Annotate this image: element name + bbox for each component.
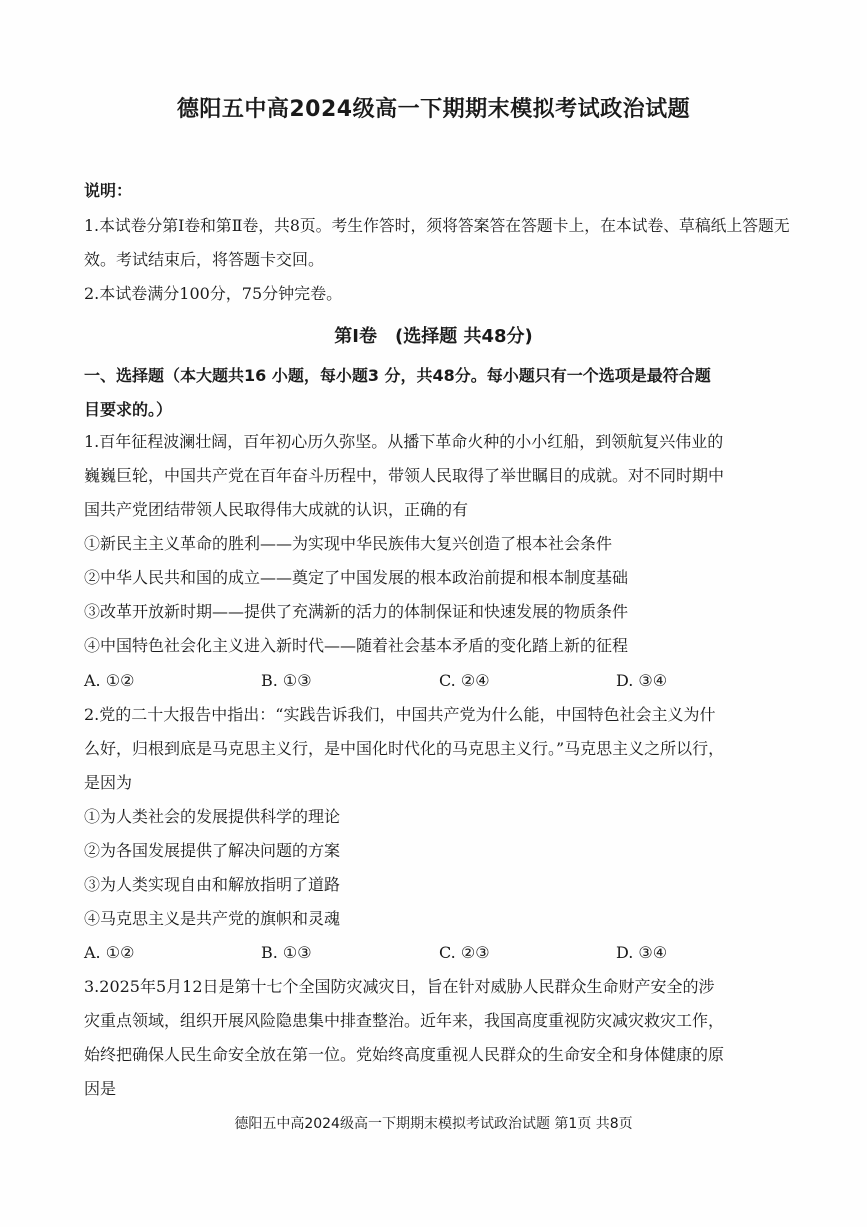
notes-line-3: 2.本试卷满分100分，75分钟完卷。: [84, 284, 343, 303]
notes-line-2: 效。考试结束后，将答题卡交回。: [84, 250, 325, 269]
q2-stem-line-2: 么好，归根到底是马克思主义行，是中国化时代化的马克思主义行。”马克思主义之所以行，: [84, 739, 725, 758]
q1-stem-line-1: 1.百年征程波澜壮阔，百年初心历久弥坚。从播下革命火种的小小红船，到领航复兴伟业的: [84, 432, 724, 451]
q2-stem-line-1: 2.党的二十大报告中指出：“实践告诉我们，中国共产党为什么能，中国特色社会主义为什: [84, 705, 716, 724]
part1-instruction-line-1: 一、选择题（本大题共16 小题，每小题3 分，共48分。每小题只有一个选项是最符合题: [84, 366, 711, 385]
notes-heading: 说明：: [84, 181, 133, 200]
q3-stem-line-3: 始终把确保人民生命安全放在第一位。党始终高度重视人民群众的生命安全和身体健康的原: [84, 1045, 725, 1064]
notes-line-1: 1.本试卷分第Ⅰ卷和第Ⅱ卷，共8页。考生作答时，须将答案答在答题卡上，在本试卷、草稿纸上答题无: [84, 216, 790, 235]
q2-option-c: C. ②③: [439, 943, 490, 962]
q1-stem-line-3: 国共产党团结带领人民取得伟大成就的认识，正确的有: [84, 500, 469, 519]
q2-stem-line-3: 是因为: [84, 773, 133, 792]
q2-item-4: ④马克思主义是共产党的旗帜和灵魂: [84, 909, 341, 928]
q1-stem-line-2: 巍巍巨轮，中国共产党在百年奋斗历程中，带领人民取得了举世瞩目的成就。对不同时期中: [84, 466, 725, 485]
q1-item-3: ③改革开放新时期——提供了充满新的活力的体制保证和快速发展的物质条件: [84, 602, 629, 621]
q1-option-d: D. ③④: [616, 671, 668, 690]
q1-item-2: ②中华人民共和国的成立——奠定了中国发展的根本政治前提和根本制度基础: [84, 568, 629, 587]
q2-option-d: D. ③④: [616, 943, 668, 962]
q1-option-a: A. ①②: [84, 671, 135, 690]
part1-instruction-line-2: 目要求的。）: [84, 400, 173, 419]
q1-option-c: C. ②④: [439, 671, 490, 690]
q3-stem-line-2: 灾重点领域，组织开展风险隐患集中排查整治。近年来，我国高度重视防灾减灾救灾工作，: [84, 1011, 725, 1030]
q3-stem-line-4: 因是: [84, 1079, 117, 1098]
q1-option-b: B. ①③: [261, 671, 312, 690]
q1-item-1: ①新民主主义革命的胜利——为实现中华民族伟大复兴创造了根本社会条件: [84, 534, 613, 553]
q2-option-b: B. ①③: [261, 943, 312, 962]
q1-item-4: ④中国特色社会化主义进入新时代——随着社会基本矛盾的变化踏上新的征程: [84, 636, 629, 655]
q3-stem-line-1: 3.2025年5月12日是第十七个全国防灾减灾日，旨在针对威胁人民群众生命财产安全的涉: [84, 977, 715, 996]
q2-item-2: ②为各国发展提供了解决问题的方案: [84, 841, 341, 860]
section-title: 第Ⅰ卷 (选择题 共48分): [334, 326, 533, 347]
exam-title: 德阳五中高2024级高一下期期末模拟考试政治试题: [176, 97, 691, 122]
page-footer: 德阳五中高2024级高一下期期末模拟考试政治试题 第1页 共8页: [234, 1116, 633, 1132]
q2-option-a: A. ①②: [84, 943, 135, 962]
q2-item-1: ①为人类社会的发展提供科学的理论: [84, 807, 341, 826]
q2-item-3: ③为人类实现自由和解放指明了道路: [84, 875, 341, 894]
